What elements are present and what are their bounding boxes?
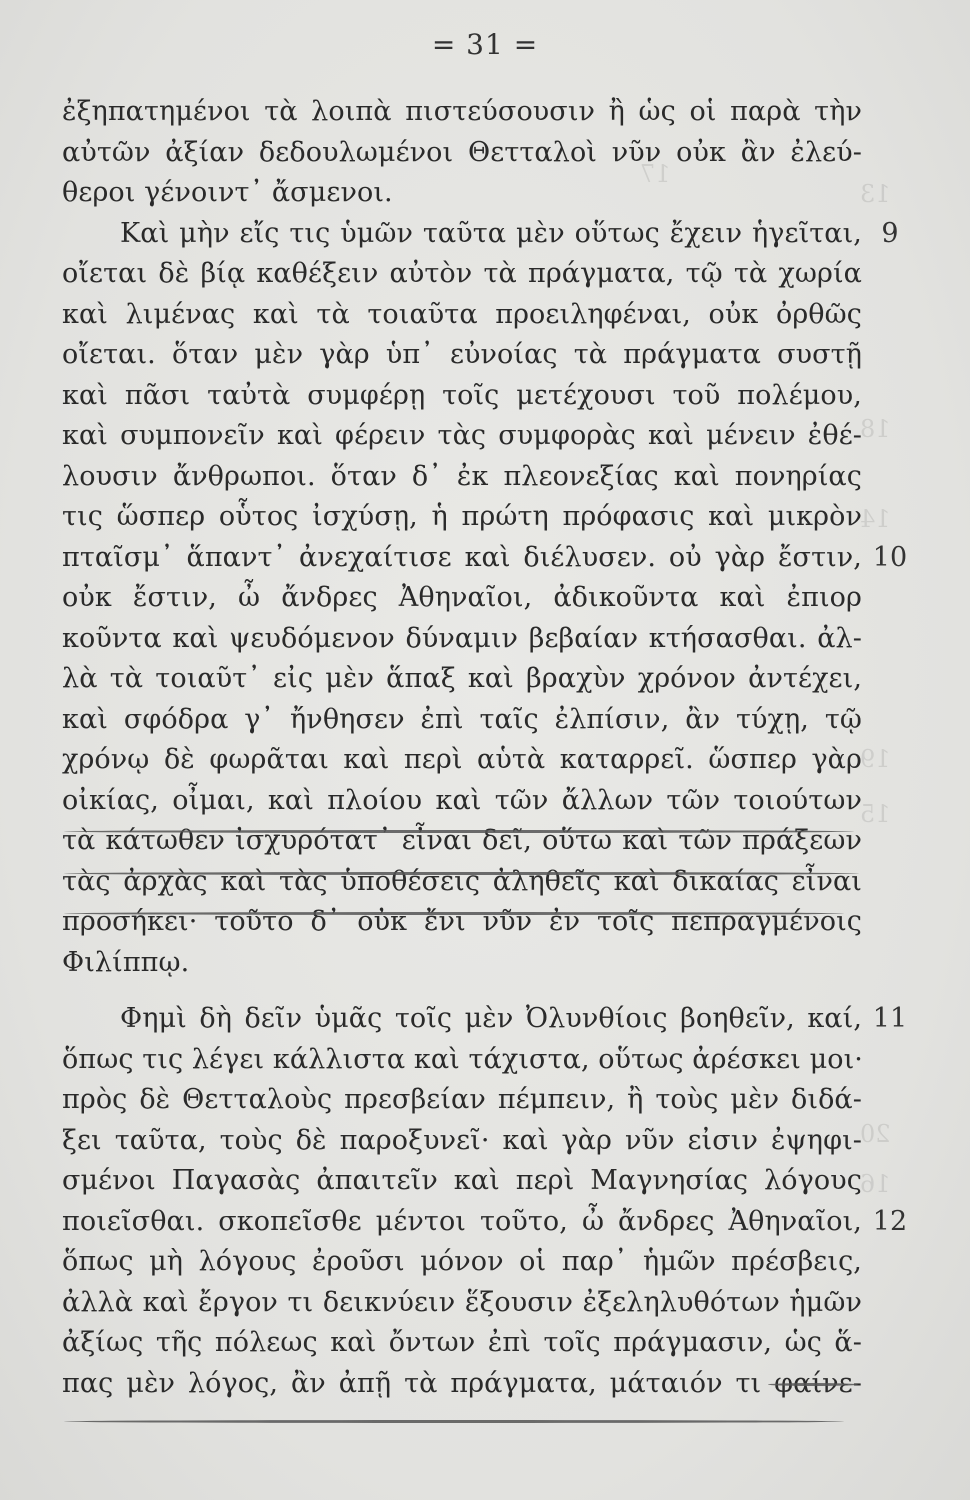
text-line-content: χρόνῳ δὲ φωρᾶται καὶ περὶ αὑτὰ καταρρεῖ. ὥσπερ γὰρ [62,744,862,775]
text-line-content: προσήκει· τοῦτο δ᾽ οὐκ ἔνι νῦν ἐν τοῖς πεπραγμένοις [62,906,862,937]
text-line-content: Φημὶ δὴ δεῖν ὑμᾶς τοῖς μὲν Ὀλυνθίοις βοηθεῖν, καί, [120,1003,862,1034]
bleed-through-decoration: 18 [860,415,891,443]
text-line [62,1283,862,1324]
text-line [62,92,862,133]
bleed-through-decoration: 16 [860,1170,891,1198]
pen-underline [64,830,854,833]
section-number: 10 [872,541,908,573]
bleed-through-decoration: 17 [640,160,671,188]
text-line [62,821,862,862]
text-line [62,295,862,336]
text-line-content: ἀξίως τῆς πόλεως καὶ ὄντων ἐπὶ τοῖς πράγμασιν, ὡς ἅ- [62,1327,862,1358]
text-line-content: λουσιν ἄνθρωποι. ὅταν δ᾽ ἐκ πλεονεξίας καὶ πονηρίας [62,460,862,492]
text-line-content: οἰκίας, οἶμαι, καὶ πλοίου καὶ τῶν ἄλλων τῶν τοιούτων [62,784,862,816]
text-line-content: ὅπως μὴ λόγους ἐροῦσι μόνον οἱ παρ᾽ ἡμῶν πρέσβεις, [62,1246,862,1277]
text-line-content: λὰ τὰ τοιαῦτ᾽ εἰς μὲν ἅπαξ καὶ βραχὺν χρόνον ἀντέχει, [62,663,862,694]
text-line [62,214,899,255]
text-line [62,538,908,579]
text-line [62,133,862,174]
text-line [62,376,862,417]
text-line-content: θεροι γένοιντ᾽ ἄσμενοι. [62,177,393,208]
text-line-content: τὰς ἀρχὰς καὶ τὰς ὑποθέσεις ἀληθεῖς καὶ δικαίας εἶναι [62,865,862,897]
text-line [62,862,862,903]
page-number: = 31 = [431,28,539,61]
text-line [62,659,862,700]
text-line-content: ξει ταῦτα, τοὺς δὲ παροξυνεῖ· καὶ γὰρ νῦν εἰσιν ἐψηφι- [62,1124,862,1156]
text-line-content: οἴεται. ὅταν μὲν γὰρ ὑπ᾽ εὐνοίας τὰ πράγματα συστῇ [62,339,862,370]
text-line [62,700,862,741]
bleed-through-decoration: 15 [860,800,891,828]
text-line [62,1242,862,1283]
text-line [62,497,862,538]
bleed-through-decoration: 19 [860,745,891,773]
text-line-content: οἴεται δὲ βίᾳ καθέξειν αὐτὸν τὰ πράγματα, τῷ τὰ χωρία [62,258,862,289]
section-number: 11 [872,1003,908,1034]
text-line [62,254,862,295]
text-line [62,416,862,457]
pen-underline [768,1383,858,1386]
text-line [62,1161,862,1202]
text-line [62,1323,862,1364]
text-line-content: πρὸς δὲ Θετταλοὺς πρεσβείαν πέμπειν, ἢ τοὺς μὲν διδά- [62,1084,862,1115]
text-line-content: κοῦντα καὶ ψευδόμενον δύναμιν βεβαίαν κτήσασθαι. ἀλ- [62,622,862,654]
text-line [62,1040,862,1081]
text-line-content: πας μὲν λόγος, ἂν ἀπῇ τὰ πράγματα, μάταιόν τι φαίνε- [62,1367,862,1399]
pen-underline [64,1420,844,1423]
text-line-content: ποιεῖσθαι. σκοπεῖσθε μέντοι τοῦτο, ὦ ἄνδρες Ἀθηναῖοι, [62,1205,862,1237]
text-line-content: καὶ συμπονεῖν καὶ φέρειν τὰς συμφορὰς καὶ μένειν ἐθέ- [62,420,862,451]
text-line-content: καὶ σφόδρα γ᾽ ἤνθησεν ἐπὶ ταῖς ἐλπίσιν, ἂν τύχῃ, τῷ [62,703,862,735]
bleed-through-decoration: 14 [860,505,891,533]
text-line-content: Καὶ μὴν εἴς τις ὑμῶν ταῦτα μὲν οὕτως ἔχειν ἡγεῖται, [120,217,862,249]
text-line [62,578,862,619]
text-line-content: ἀλλὰ καὶ ἔργον τι δεικνύειν ἕξουσιν ἐξεληλυθότων ἡμῶν [62,1286,862,1318]
bleed-through-decoration: 20 [860,1120,891,1148]
section-number: 12 [872,1205,908,1237]
section-number: 9 [881,217,899,249]
text-line [62,1364,862,1405]
bleed-through-decoration: 13 [860,180,891,208]
pen-underline [64,912,844,915]
text-line [62,457,862,498]
text-line [62,335,862,376]
text-line [62,1121,862,1162]
text-line-content: τις ὥσπερ οὗτος ἰσχύσῃ, ἡ πρώτη πρόφασις καὶ μικρὸν [62,501,862,532]
text-line-content: πταῖσμ᾽ ἅπαντ᾽ ἀνεχαίτισε καὶ διέλυσεν. οὐ γὰρ ἔστιν, [62,541,862,573]
text-line [62,740,862,781]
text-line-content: ἐξηπατημένοι τὰ λοιπὰ πιστεύσουσιν ἢ ὡς οἱ παρὰ τὴν [62,96,862,127]
text-line [62,1202,908,1243]
text-line-content: καὶ πᾶσι ταὐτὰ συμφέρῃ τοῖς μετέχουσι τοῦ πολέμου, [62,379,862,411]
pen-underline [64,872,859,875]
text-line [62,619,862,660]
text-line [62,781,862,822]
text-line [62,902,862,943]
text-line-content: καὶ λιμένας καὶ τὰ τοιαῦτα προειληφέναι, οὐκ ὀρθῶς [62,298,862,330]
text-line [62,1080,862,1121]
text-line-content: τὰ κάτωθεν ἰσχυρότατ᾽ εἶναι δεῖ, οὕτω καὶ τῶν πράξεων [62,825,862,856]
text-line-content: αὐτῶν ἀξίαν δεδουλωμένοι Θετταλοὶ νῦν οὐκ ἂν ἐλεύ- [62,136,862,168]
text-line-content: οὐκ ἔστιν, ὦ ἄνδρες Ἀθηναῖοι, ἀδικοῦντα καὶ ἐπιορ [62,582,862,613]
text-line-content: σμένοι Παγασὰς ἀπαιτεῖν καὶ περὶ Μαγνησίας λόγους [62,1165,862,1196]
text-line-content: Φιλίππῳ. [62,946,190,978]
text-line [62,943,862,984]
text-line-content: ὅπως τις λέγει κάλλιστα καὶ τάχιστα, οὕτως ἀρέσκει μοι· [62,1043,863,1075]
text-line [62,173,862,214]
text-line [62,999,908,1040]
